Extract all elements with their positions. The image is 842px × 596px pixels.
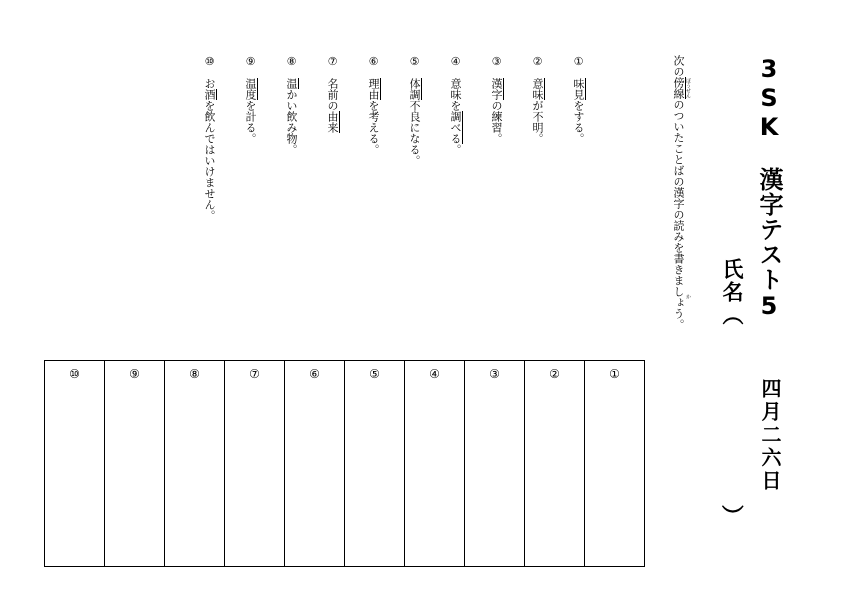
- question-num: ①: [572, 55, 585, 68]
- instructions: [671, 55, 685, 330]
- test-title: 3SK 漢字テスト5: [755, 55, 783, 321]
- question-target: 意味: [531, 78, 544, 100]
- question-2: [530, 55, 544, 144]
- question-3: [489, 55, 503, 144]
- question-4: [448, 55, 462, 155]
- question-target: 温度: [244, 78, 257, 100]
- question-target: 酒: [203, 89, 216, 100]
- answer-cell[interactable]: [165, 361, 225, 567]
- answer-table: [44, 360, 645, 567]
- question-post: かい飲み物。: [285, 89, 298, 155]
- answer-cell-number: ②: [549, 367, 560, 381]
- question-target: 調べる: [449, 111, 462, 144]
- question-num: ③: [490, 55, 503, 68]
- question-target: 理由: [367, 78, 380, 100]
- answer-cell[interactable]: [525, 361, 585, 567]
- question-pre: お: [203, 78, 216, 89]
- answer-cell-number: ⑤: [369, 367, 380, 381]
- name-close-paren: ）: [718, 504, 744, 527]
- question-num: ⑤: [408, 55, 421, 68]
- question-num: ⑨: [244, 55, 257, 68]
- question-7: [325, 55, 339, 133]
- question-post: が不明。: [531, 100, 544, 144]
- question-8: [284, 55, 298, 155]
- question-target: 漢字: [490, 78, 503, 100]
- instructions-post: のついたことばの漢字の読みを書きましょう。: [672, 99, 685, 330]
- question-target: 体調: [408, 78, 421, 100]
- instructions-underlined: 傍線: [672, 77, 685, 99]
- answer-cell-number: ③: [489, 367, 500, 381]
- question-post: の練習。: [490, 100, 503, 144]
- question-num: ⑧: [285, 55, 298, 68]
- test-date: 四月二六日: [758, 378, 782, 493]
- answer-cell-number: ⑦: [249, 367, 260, 381]
- question-num: ⑥: [367, 55, 380, 68]
- answer-cell-number: ⑥: [309, 367, 320, 381]
- question-target: 由来: [326, 111, 339, 133]
- answer-cell[interactable]: [405, 361, 465, 567]
- answer-cell[interactable]: [285, 361, 345, 567]
- question-post: を考える。: [367, 100, 380, 155]
- question-target: 温: [285, 78, 298, 89]
- answer-cell[interactable]: [585, 361, 645, 567]
- answer-cell[interactable]: [345, 361, 405, 567]
- name-label: 氏名（: [720, 258, 744, 327]
- answer-cell[interactable]: [465, 361, 525, 567]
- question-5: [407, 55, 421, 166]
- question-9: [243, 55, 257, 144]
- question-num: ⑦: [326, 55, 339, 68]
- question-num: ④: [449, 55, 462, 68]
- question-post: を飲んではいけません。: [203, 100, 216, 221]
- question-post: を計る。: [244, 100, 257, 144]
- answer-cell-number: ①: [609, 367, 620, 381]
- question-post: 。: [449, 144, 462, 155]
- question-pre: 意味を: [449, 78, 462, 111]
- question-10: [202, 55, 216, 221]
- answer-cell-number: ⑩: [69, 367, 80, 381]
- ruby-bousen: ぼうせん: [685, 78, 691, 98]
- question-num: ②: [531, 55, 544, 68]
- answer-cell-number: ⑧: [189, 367, 200, 381]
- answer-cell[interactable]: [105, 361, 165, 567]
- answer-cell-number: ⑨: [129, 367, 140, 381]
- answer-cell-number: ④: [429, 367, 440, 381]
- ruby-ka: か: [685, 294, 691, 299]
- question-post: をする。: [572, 100, 585, 144]
- question-num: ⑩: [203, 55, 216, 68]
- question-6: [366, 55, 380, 155]
- answer-cell[interactable]: [45, 361, 105, 567]
- question-target: 味見: [572, 78, 585, 100]
- question-pre: 名前の: [326, 78, 339, 111]
- question-post: 不良になる。: [408, 100, 421, 166]
- answer-cell[interactable]: [225, 361, 285, 567]
- question-1: [571, 55, 585, 144]
- instructions-pre: 次の: [672, 55, 685, 77]
